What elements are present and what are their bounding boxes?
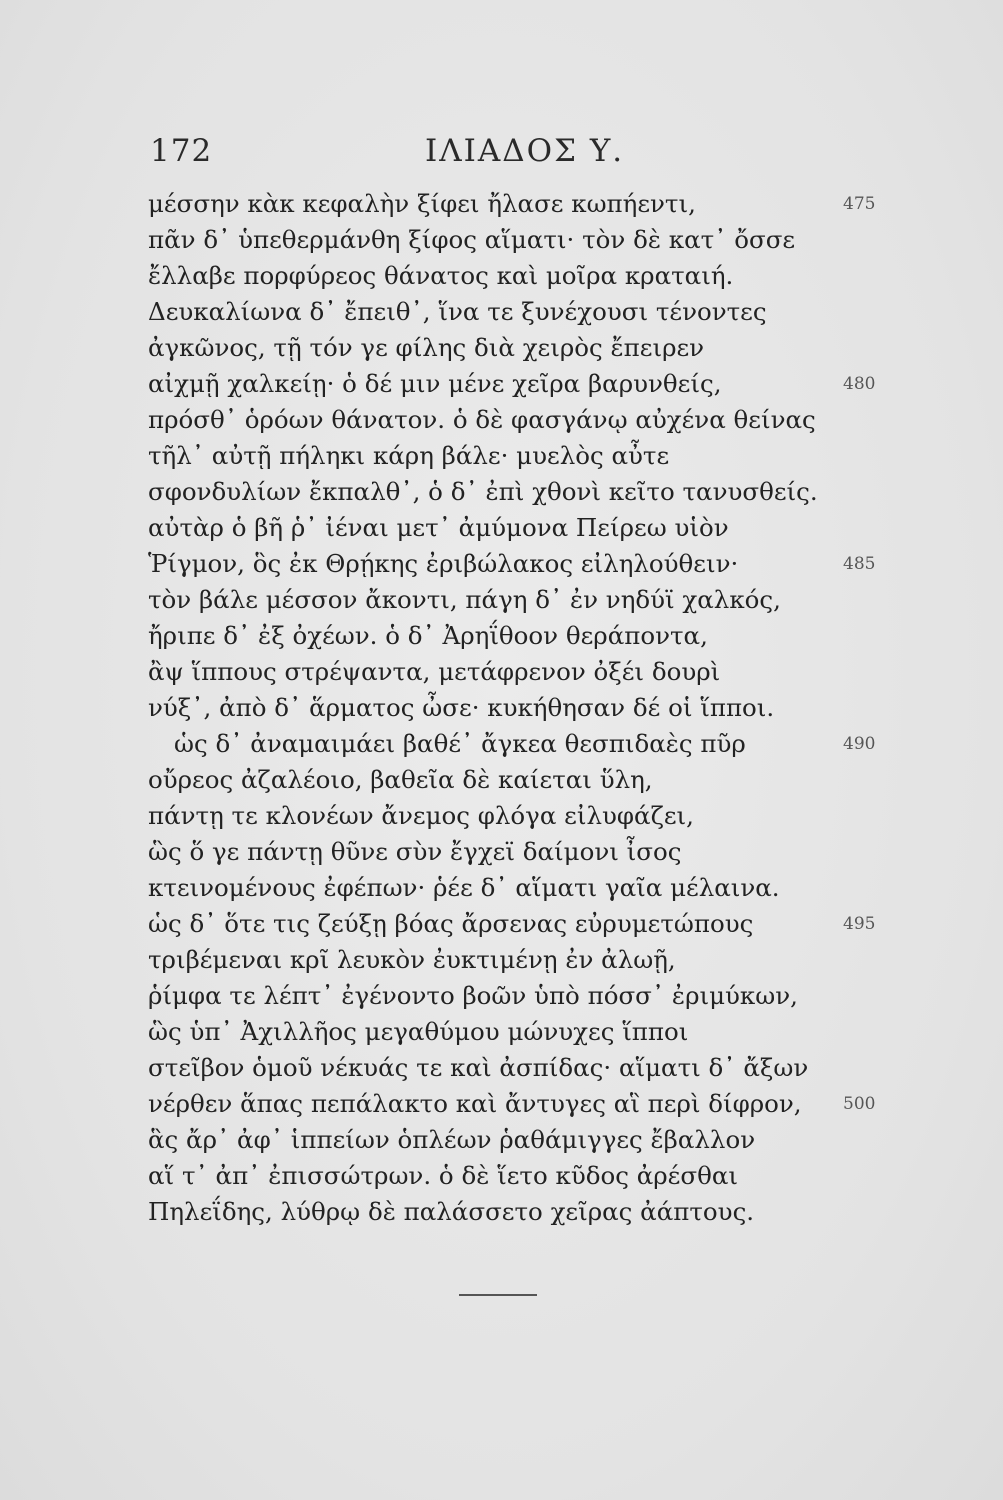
- line-number: 500: [843, 1094, 876, 1114]
- verse-line: [148, 222, 948, 258]
- line-number: 475: [843, 194, 876, 214]
- page-number: 172: [150, 133, 213, 169]
- verse-text: Πηλεΐδης, λύθρῳ δὲ παλάσσετο χεῖρας ἀάπτους.: [148, 1197, 755, 1226]
- verse-text: αἰχμῇ χαλκείῃ· ὁ δέ μιν μένε χεῖρα βαρυνθείς,: [148, 369, 722, 398]
- verse-text: ὡς δ᾽ ἀναμαιμάει βαθέ᾽ ἄγκεα θεσπιδαὲς πῦρ: [174, 729, 746, 758]
- verse-text: κτεινομένους ἐφέπων· ῥέε δ᾽ αἵματι γαῖα μέλαινα.: [148, 873, 780, 902]
- verse-text: Ῥίγμον, ὃς ἐκ Θρῄκης ἐριβώλακος εἰληλούθειν·: [148, 549, 739, 578]
- verse-text: ἔλλαβε πορφύρεος θάνατος καὶ μοῖρα κραταιή.: [148, 261, 734, 290]
- verse-line: [148, 870, 948, 906]
- verse-text: ἤριπε δ᾽ ἐξ ὀχέων. ὁ δ᾽ Ἀρηΐθοον θεράποντα,: [148, 621, 708, 650]
- verse-line: [148, 438, 948, 474]
- verse-line: [148, 762, 948, 798]
- verse-line: [148, 906, 948, 942]
- verse-text: ὣς ὅ γε πάντῃ θῦνε σὺν ἔγχεϊ δαίμονι ἶσος: [148, 837, 682, 866]
- verse-text: Δευκαλίωνα δ᾽ ἔπειθ᾽, ἵνα τε ξυνέχουσι τένοντες: [148, 297, 767, 326]
- verse-line: [148, 1194, 948, 1230]
- verse-line: [148, 1050, 948, 1086]
- verse-line: [148, 690, 948, 726]
- end-rule: [459, 1294, 537, 1296]
- verse-text: αὐτὰρ ὁ βῆ ῥ᾽ ἰέναι μετ᾽ ἀμύμονα Πείρεω υἱὸν: [148, 513, 729, 542]
- verse-text: πᾶν δ᾽ ὑπεθερμάνθη ξίφος αἵματι· τὸν δὲ κατ᾽ ὄσσε: [148, 225, 796, 254]
- line-number: 490: [843, 734, 876, 754]
- line-number: 480: [843, 374, 876, 394]
- verse-line: [148, 1086, 948, 1122]
- verse-block: [148, 186, 948, 1230]
- verse-text: οὔρεος ἀζαλέοιο, βαθεῖα δὲ καίεται ὕλη,: [148, 765, 653, 794]
- verse-line: [148, 366, 948, 402]
- verse-line: [148, 294, 948, 330]
- verse-text: στεῖβον ὁμοῦ νέκυάς τε καὶ ἀσπίδας· αἵματι δ᾽ ἄξων: [148, 1053, 809, 1082]
- verse-text: ἃς ἄρ᾽ ἀφ᾽ ἱππείων ὁπλέων ῥαθάμιγγες ἔβαλλον: [148, 1125, 756, 1154]
- verse-line: [148, 402, 948, 438]
- verse-text: ἀγκῶνος, τῇ τόν γε φίλης διὰ χειρὸς ἔπειρεν: [148, 333, 705, 362]
- verse-line: [148, 798, 948, 834]
- verse-text: τὸν βάλε μέσσον ἄκοντι, πάγη δ᾽ ἐν νηδύϊ χαλκός,: [148, 585, 781, 614]
- verse-text: ῥίμφα τε λέπτ᾽ ἐγένοντο βοῶν ὑπὸ πόσσ᾽ ἐριμύκων,: [148, 981, 798, 1010]
- verse-text: αἵ τ᾽ ἀπ᾽ ἐπισσώτρων. ὁ δὲ ἵετο κῦδος ἀρέσθαι: [148, 1161, 738, 1190]
- verse-line: [148, 1122, 948, 1158]
- verse-line: [148, 1158, 948, 1194]
- verse-line: [148, 258, 948, 294]
- verse-text: ὣς ὑπ᾽ Ἀχιλλῆος μεγαθύμου μώνυχες ἵπποι: [148, 1017, 689, 1046]
- verse-text: τριβέμεναι κρῖ λευκὸν ἐυκτιμένῃ ἐν ἀλωῇ,: [148, 945, 676, 974]
- verse-text: μέσσην κὰκ κεφαλὴν ξίφει ἤλασε κωπήεντι,: [148, 189, 696, 218]
- verse-line: [148, 546, 948, 582]
- verse-line: [148, 978, 948, 1014]
- verse-text: πρόσθ᾽ ὁρόων θάνατον. ὁ δὲ φασγάνῳ αὐχένα θείνας: [148, 405, 816, 434]
- verse-line: [148, 942, 948, 978]
- verse-line: [148, 834, 948, 870]
- verse-text: ὡς δ᾽ ὅτε τις ζεύξῃ βόας ἄρσενας εὐρυμετώπους: [148, 909, 754, 938]
- verse-line: [148, 582, 948, 618]
- running-title: ΙΛΙΑΔΟΣ Υ.: [425, 133, 625, 169]
- verse-text: σφονδυλίων ἔκπαλθ᾽, ὁ δ᾽ ἐπὶ χθονὶ κεῖτο τανυσθείς.: [148, 477, 818, 506]
- verse-text: νύξ᾽, ἀπὸ δ᾽ ἅρματος ὦσε· κυκήθησαν δέ οἱ ἵπποι.: [148, 693, 775, 722]
- verse-line: [148, 654, 948, 690]
- verse-line: [148, 726, 948, 762]
- verse-text: πάντῃ τε κλονέων ἄνεμος φλόγα εἰλυφάζει,: [148, 801, 694, 830]
- verse-line: [148, 618, 948, 654]
- verse-text: νέρθεν ἅπας πεπάλακτο καὶ ἄντυγες αἳ περὶ δίφρον,: [148, 1089, 802, 1118]
- line-number: 495: [843, 914, 876, 934]
- verse-line: [148, 330, 948, 366]
- verse-text: τῆλ᾽ αὐτῇ πήληκι κάρη βάλε· μυελὸς αὖτε: [148, 441, 670, 470]
- verse-line: [148, 474, 948, 510]
- verse-line: [148, 186, 948, 222]
- verse-text: ἂψ ἵππους στρέψαντα, μετάφρενον ὀξέι δουρὶ: [148, 657, 721, 686]
- verse-line: [148, 1014, 948, 1050]
- verse-line: [148, 510, 948, 546]
- line-number: 485: [843, 554, 876, 574]
